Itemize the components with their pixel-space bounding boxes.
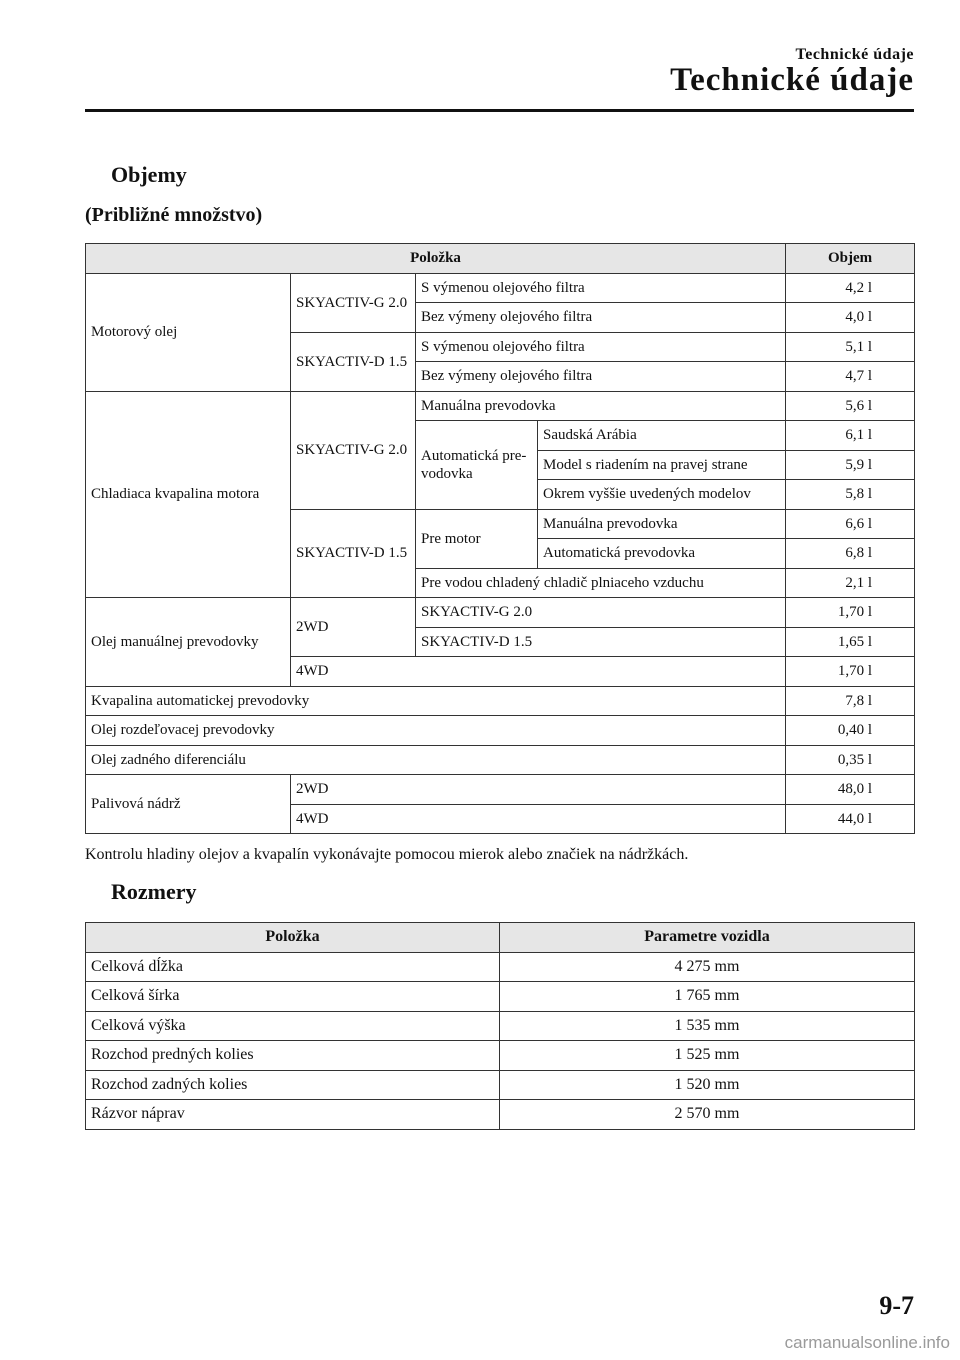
engine-d15-label: SKYACTIV-D 1.5: [291, 332, 416, 391]
fuel-tank-label: Palivová nádrž: [86, 775, 291, 834]
rear-diff-label: Olej zadného diferenciálu: [86, 745, 786, 775]
coolant-intercooler-value: 2,1 l: [786, 568, 915, 598]
automatic-trans-label: Automatická pre- vodovka: [416, 421, 538, 510]
dimension-value: 1 535 mm: [500, 1011, 915, 1041]
engine-oil-g20-without-value: 4,0 l: [786, 303, 915, 333]
table-header-row: [86, 244, 915, 274]
rear-diff-value: 0,35 l: [786, 745, 915, 775]
coolant-saudi-value: 6,1 l: [786, 421, 915, 451]
dimensions-table: [85, 922, 915, 1130]
engine-g20-label: SKYACTIV-G 2.0: [291, 273, 416, 332]
chapter-title: Technické údaje: [670, 62, 914, 98]
column-header-item: Položka: [86, 244, 786, 274]
atf-value: 7,8 l: [786, 686, 915, 716]
watermark[interactable]: carmanualsonline.info: [784, 1333, 950, 1352]
coolant-rhd-value: 5,9 l: [786, 450, 915, 480]
table-row: [86, 952, 915, 982]
mt-4wd-label: 4WD: [291, 657, 786, 687]
with-filter-label: S výmenou olejového filtra: [416, 332, 786, 362]
transfer-oil-label: Olej rozdeľovacej prevodovky: [86, 716, 786, 746]
coolant-label: Chladiaca kvapalina motora: [86, 391, 291, 598]
dimension-label: Rozchod predných kolies: [86, 1041, 500, 1071]
coolant-other-value: 5,8 l: [786, 480, 915, 510]
d-auto-label: Automatická prevodovka: [538, 539, 786, 569]
table-row: [86, 1100, 915, 1130]
rhd-label: Model s riadením na pravej strane: [538, 450, 786, 480]
table-row: [86, 1070, 915, 1100]
without-filter-label: Bez výmeny olejového filtra: [416, 362, 786, 392]
engine-oil-label: Motorový olej: [86, 273, 291, 391]
column-header-params: Parametre vozidla: [500, 923, 915, 953]
page-number: 9-7: [879, 1291, 914, 1320]
dimension-value: 1 520 mm: [500, 1070, 915, 1100]
table-row: [86, 273, 915, 303]
intercooler-label: Pre vodou chladený chladič plniaceho vzduchu: [416, 568, 786, 598]
dimension-value: 1 765 mm: [500, 982, 915, 1012]
d-manual-label: Manuálna prevodovka: [538, 509, 786, 539]
dimension-label: Celková výška: [86, 1011, 500, 1041]
column-header-volume: Objem: [786, 244, 915, 274]
table-row: [86, 1041, 915, 1071]
table-row: [86, 775, 915, 805]
table-row: [86, 1011, 915, 1041]
mt-d15-value: 1,65 l: [786, 627, 915, 657]
saudi-label: Saudská Arábia: [538, 421, 786, 451]
fuel-2wd-value: 48,0 l: [786, 775, 915, 805]
capacities-subtitle: (Približné množstvo): [85, 204, 263, 226]
dimension-value: 1 525 mm: [500, 1041, 915, 1071]
mt-2wd-label: 2WD: [291, 598, 416, 657]
with-filter-label: S výmenou olejového filtra: [416, 273, 786, 303]
atf-label: Kvapalina automatickej prevodovky: [86, 686, 786, 716]
mt-g20-value: 1,70 l: [786, 598, 915, 628]
table-header-row: [86, 923, 915, 953]
other-models-label: Okrem vyššie uvedených modelov: [538, 480, 786, 510]
header-rule: [85, 109, 914, 112]
coolant-d-auto-value: 6,8 l: [786, 539, 915, 569]
table-row: [86, 686, 915, 716]
capacities-title: Objemy: [111, 162, 187, 187]
fuel-4wd-value: 44,0 l: [786, 804, 915, 834]
coolant-manual-value: 5,6 l: [786, 391, 915, 421]
manual-trans-oil-label: Olej manuálnej prevodovky: [86, 598, 291, 687]
fuel-4wd-label: 4WD: [291, 804, 786, 834]
dimension-label: Celková dĺžka: [86, 952, 500, 982]
dimension-label: Rozchod zadných kolies: [86, 1070, 500, 1100]
column-header-item: Položka: [86, 923, 500, 953]
table-row: [86, 745, 915, 775]
table-row: [86, 982, 915, 1012]
engine-oil-d15-without-value: 4,7 l: [786, 362, 915, 392]
dimension-label: Celková šírka: [86, 982, 500, 1012]
dimension-value: 2 570 mm: [500, 1100, 915, 1130]
coolant-d15-label: SKYACTIV-D 1.5: [291, 509, 416, 598]
engine-oil-g20-with-value: 4,2 l: [786, 273, 915, 303]
dimension-value: 4 275 mm: [500, 952, 915, 982]
mt-g20-label: SKYACTIV-G 2.0: [416, 598, 786, 628]
mt-d15-label: SKYACTIV-D 1.5: [416, 627, 786, 657]
table-row: [86, 598, 915, 628]
dimension-label: Rázvor náprav: [86, 1100, 500, 1130]
manual-trans-label: Manuálna prevodovka: [416, 391, 786, 421]
capacities-table: [85, 243, 915, 834]
transfer-oil-value: 0,40 l: [786, 716, 915, 746]
coolant-d-manual-value: 6,6 l: [786, 509, 915, 539]
mt-4wd-value: 1,70 l: [786, 657, 915, 687]
coolant-g20-label: SKYACTIV-G 2.0: [291, 391, 416, 509]
dimensions-title: Rozmery: [111, 879, 197, 904]
fuel-2wd-label: 2WD: [291, 775, 786, 805]
capacities-note: Kontrolu hladiny olejov a kvapalín vykonávajte pomocou mierok alebo značiek na nádržkách.: [85, 846, 689, 863]
without-filter-label: Bez výmeny olejového filtra: [416, 303, 786, 333]
table-row: [86, 716, 915, 746]
engine-oil-d15-with-value: 5,1 l: [786, 332, 915, 362]
pre-motor-label: Pre motor: [416, 509, 538, 568]
table-row: [86, 391, 915, 421]
running-header: Technické údaje: [795, 46, 914, 63]
